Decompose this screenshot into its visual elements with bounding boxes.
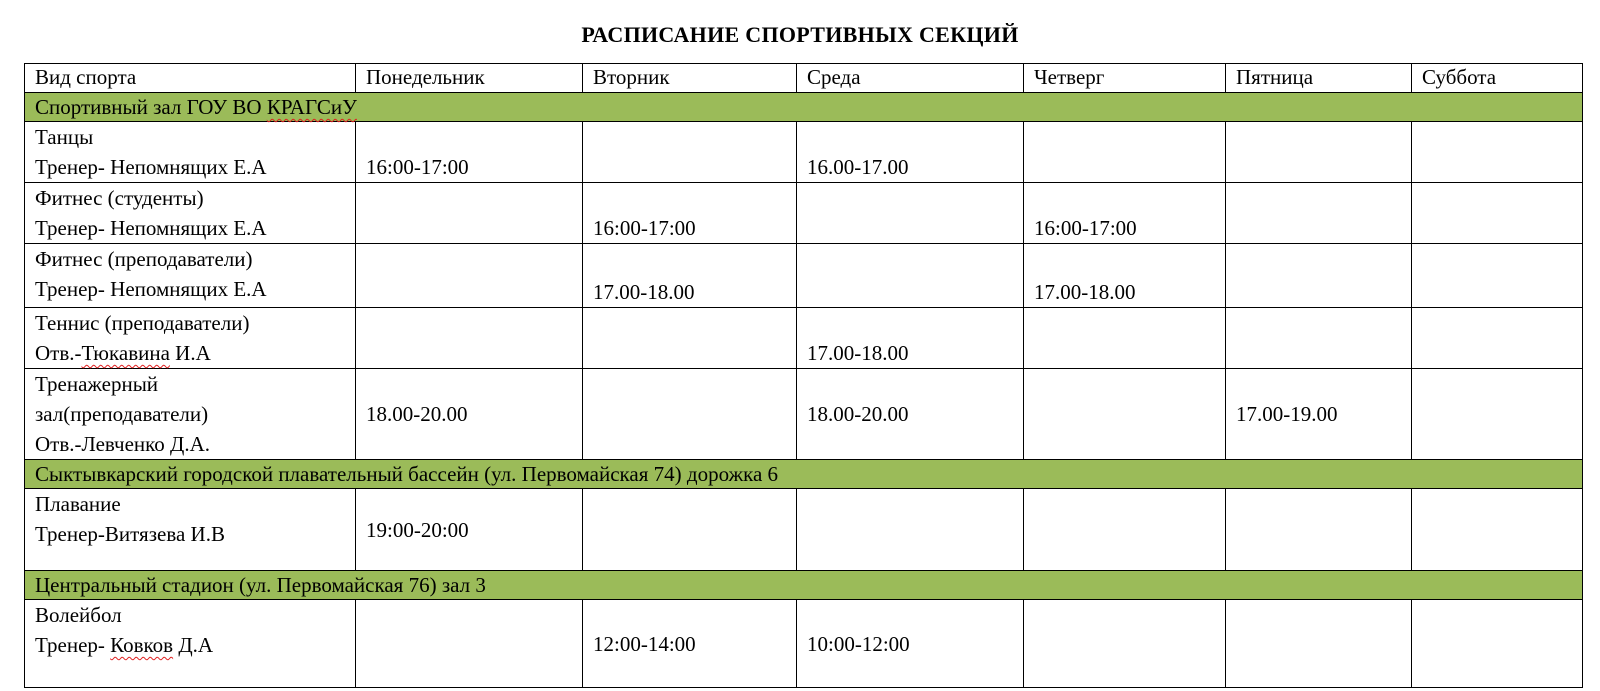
time-cell-tue: [583, 369, 797, 460]
time-cell-tue: [583, 489, 797, 571]
time-cell-fri: 17.00-19.00: [1226, 369, 1412, 460]
col-header-wednesday: Среда: [797, 64, 1024, 93]
section-row-pool: [25, 460, 1583, 489]
time-cell-fri: [1226, 122, 1412, 183]
col-header-monday: Понедельник: [356, 64, 583, 93]
sport-coach: [35, 338, 355, 368]
sport-coach: Тренер-Витязева И.В: [35, 522, 225, 546]
time-cell-wed: 17.00-18.00: [797, 308, 1024, 369]
sport-cell-tennis: [25, 308, 356, 369]
section-label-gym-prefix: Спортивный зал ГОУ ВО: [35, 95, 267, 119]
sport-coach: Отв.-Левченко Д.А.: [35, 432, 211, 456]
time-cell-wed: 18.00-20.00: [797, 369, 1024, 460]
time-cell-tue: 17.00-18.00: [583, 244, 797, 308]
sport-cell-fitness-students: [25, 183, 356, 244]
time-cell-thu: [1024, 122, 1226, 183]
sport-name-cont: зал(преподаватели): [35, 402, 209, 426]
section-row-stadium: [25, 571, 1583, 600]
time-cell-wed: 16.00-17.00: [797, 122, 1024, 183]
time-cell-mon: [356, 600, 583, 688]
table-row-tennis: [25, 308, 1583, 369]
sport-name: Плавание: [35, 492, 121, 516]
table-row-gym-machines: [25, 369, 1583, 460]
sport-cell-gym-machines: [25, 369, 356, 460]
time-cell-sat: [1412, 183, 1583, 244]
time-cell-mon: [356, 308, 583, 369]
sport-name: Фитнес (студенты): [35, 186, 204, 210]
time-cell-mon: 18.00-20.00: [356, 369, 583, 460]
time-cell-wed: [797, 489, 1024, 571]
time-cell-thu: [1024, 600, 1226, 688]
time-cell-mon: [356, 244, 583, 308]
time-cell-thu: 16:00-17:00: [1024, 183, 1226, 244]
time-cell-wed: 10:00-12:00: [797, 600, 1024, 688]
sport-name: Танцы: [35, 125, 94, 149]
time-cell-mon: [356, 183, 583, 244]
table-row-fitness-teachers: [25, 244, 1583, 308]
sport-cell-volleyball: [25, 600, 356, 688]
time-cell-tue: 12:00-14:00: [583, 600, 797, 688]
section-row-gym: [25, 93, 1583, 122]
time-cell-thu: 17.00-18.00: [1024, 244, 1226, 308]
sport-cell-swimming: [25, 489, 356, 571]
time-cell-fri: [1226, 308, 1412, 369]
time-cell-tue: [583, 122, 797, 183]
time-cell-fri: [1226, 600, 1412, 688]
section-label-gym: [25, 93, 1583, 122]
section-label-gym-marked: КРАГСиУ: [266, 95, 357, 119]
time-cell-wed: [797, 183, 1024, 244]
col-header-saturday: Суббота: [1412, 64, 1583, 93]
col-header-friday: Пятница: [1226, 64, 1412, 93]
time-cell-sat: [1412, 308, 1583, 369]
coach-initials: И.А: [169, 341, 211, 365]
table-row-volleyball: [25, 600, 1583, 688]
time-cell-sat: [1412, 600, 1583, 688]
table-row-fitness-students: [25, 183, 1583, 244]
col-header-tuesday: Вторник: [583, 64, 797, 93]
time-cell-mon: 16:00-17:00: [356, 122, 583, 183]
coach-prefix: Тренер-: [35, 633, 111, 657]
col-header-sport: Вид спорта: [25, 64, 356, 93]
time-cell-thu: [1024, 489, 1226, 571]
time-cell-sat: [1412, 244, 1583, 308]
sport-cell-dance: [25, 122, 356, 183]
sport-name: Теннис (преподаватели): [35, 311, 250, 335]
section-label-pool: Сыктывкарский городской плавательный бассейн (ул. Первомайская 74) дорожка 6: [25, 460, 1583, 489]
time-cell-fri: [1226, 183, 1412, 244]
time-cell-thu: [1024, 308, 1226, 369]
time-cell-sat: [1412, 369, 1583, 460]
schedule-table: [24, 63, 1583, 688]
header-row: [25, 64, 1583, 93]
time-cell-mon: 19:00-20:00: [356, 489, 583, 571]
sport-coach: [35, 630, 355, 660]
col-header-thursday: Четверг: [1024, 64, 1226, 93]
time-cell-tue: 16:00-17:00: [583, 183, 797, 244]
sport-coach: Тренер- Непомнящих Е.А: [35, 216, 267, 240]
sport-name: Фитнес (преподаватели): [35, 247, 253, 271]
time-cell-tue: [583, 308, 797, 369]
sport-coach: Тренер- Непомнящих Е.А: [35, 277, 267, 301]
coach-surname-marked: Ковков: [110, 633, 174, 657]
time-cell-fri: [1226, 489, 1412, 571]
page-title: РАСПИСАНИЕ СПОРТИВНЫХ СЕКЦИЙ: [581, 22, 1019, 47]
table-row-dance: [25, 122, 1583, 183]
coach-prefix: Отв.-: [35, 341, 82, 365]
sport-coach: Тренер- Непомнящих Е.А: [35, 155, 267, 179]
coach-surname-marked: Тюкавина: [81, 341, 170, 365]
table-row-swimming: [25, 489, 1583, 571]
sport-name: Тренажерный: [35, 372, 159, 396]
coach-initials: Д.А: [173, 633, 214, 657]
time-cell-wed: [797, 244, 1024, 308]
sport-name: Волейбол: [35, 603, 122, 627]
time-cell-sat: [1412, 122, 1583, 183]
sport-cell-fitness-teachers: [25, 244, 356, 308]
time-cell-fri: [1226, 244, 1412, 308]
section-label-stadium: Центральный стадион (ул. Первомайская 76) зал 3: [25, 571, 1583, 600]
time-cell-sat: [1412, 489, 1583, 571]
time-cell-thu: [1024, 369, 1226, 460]
